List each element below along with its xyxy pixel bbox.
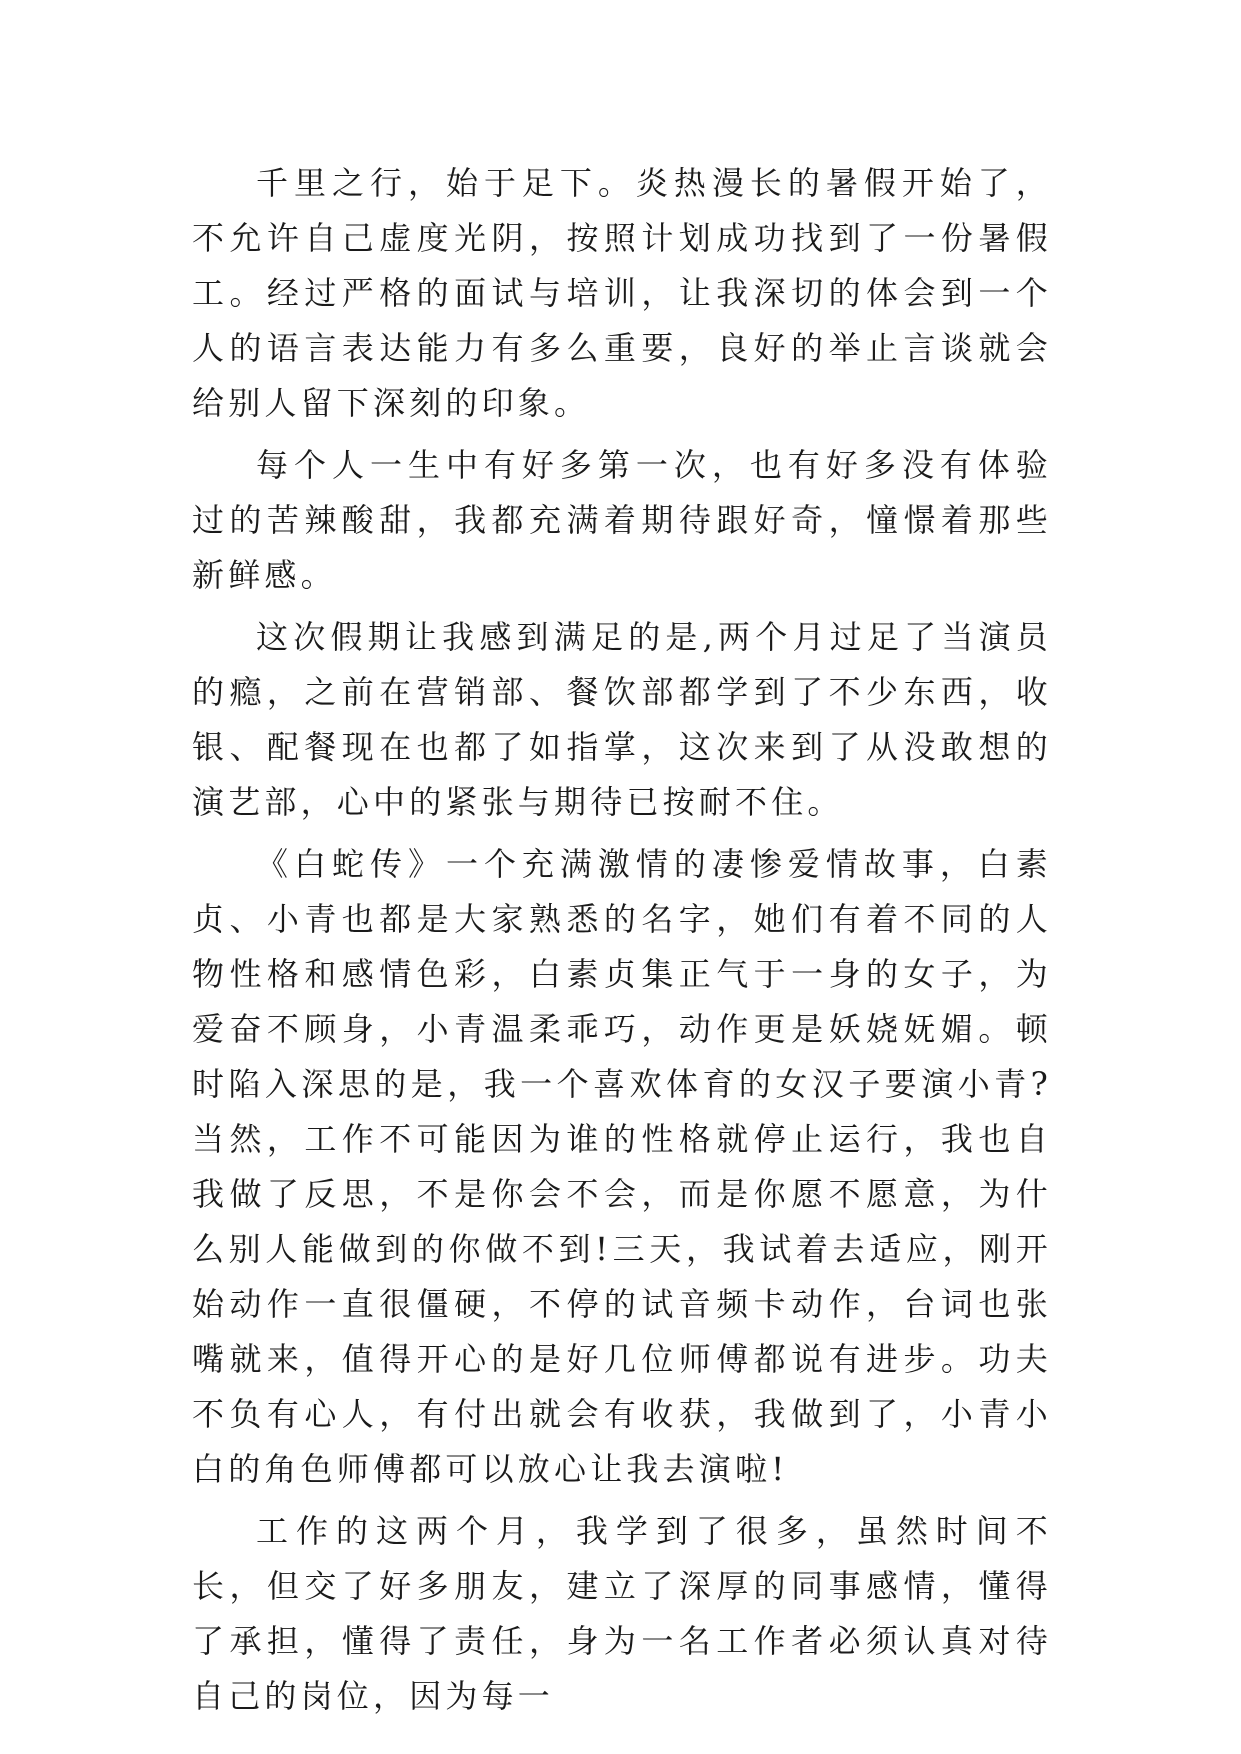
paragraph-2: 每个人一生中有好多第一次，也有好多没有体验过的苦辣酸甜，我都充满着期待跟好奇，憧憬着那些新鲜感。 [192, 446, 1052, 594]
paragraph-3: 这次假期让我感到满足的是,两个月过足了当演员的瘾，之前在营销部、餐饮部都学到了不少东西，收银、配餐现在也都了如指掌，这次来到了从没敢想的演艺部，心中的紧张与期待已按耐不住。 [192, 618, 1052, 821]
paragraph-5: 工作的这两个月，我学到了很多，虽然时间不长，但交了好多朋友，建立了深厚的同事感情，懂得了承担，懂得了责任，身为一名工作者必须认真对待自己的岗位，因为每一 [192, 1512, 1052, 1715]
paragraph-1: 千里之行，始于足下。炎热漫长的暑假开始了，不允许自己虚度光阴，按照计划成功找到了一份暑假工。经过严格的面试与培训，让我深切的体会到一个人的语言表达能力有多么重要，良好的举止言谈就会给别人留下深刻的印象。 [192, 164, 1052, 422]
document-body [192, 156, 1052, 1724]
paragraph-4: 《白蛇传》一个充满激情的凄惨爱情故事，白素贞、小青也都是大家熟悉的名字，她们有着不同的人物性格和感情色彩，白素贞集正气于一身的女子，为爱奋不顾身，小青温柔乖巧，动作更是妖娆妩媚。顿时陷入深思的是，我一个喜欢体育的女汉子要演小青?当然，工作不可能因为谁的性格就停止运行，我也自我做了反思，不是你会不会，而是你愿不愿意，为什么别人能做到的你做不到!三天，我试着去适应，刚开始动作一直很僵硬，不停的试音频卡动作，台词也张嘴就来，值得开心的是好几位师傅都说有进步。功夫不负有心人，有付出就会有收获，我做到了，小青小白的角色师傅都可以放心让我去演啦! [192, 845, 1052, 1488]
